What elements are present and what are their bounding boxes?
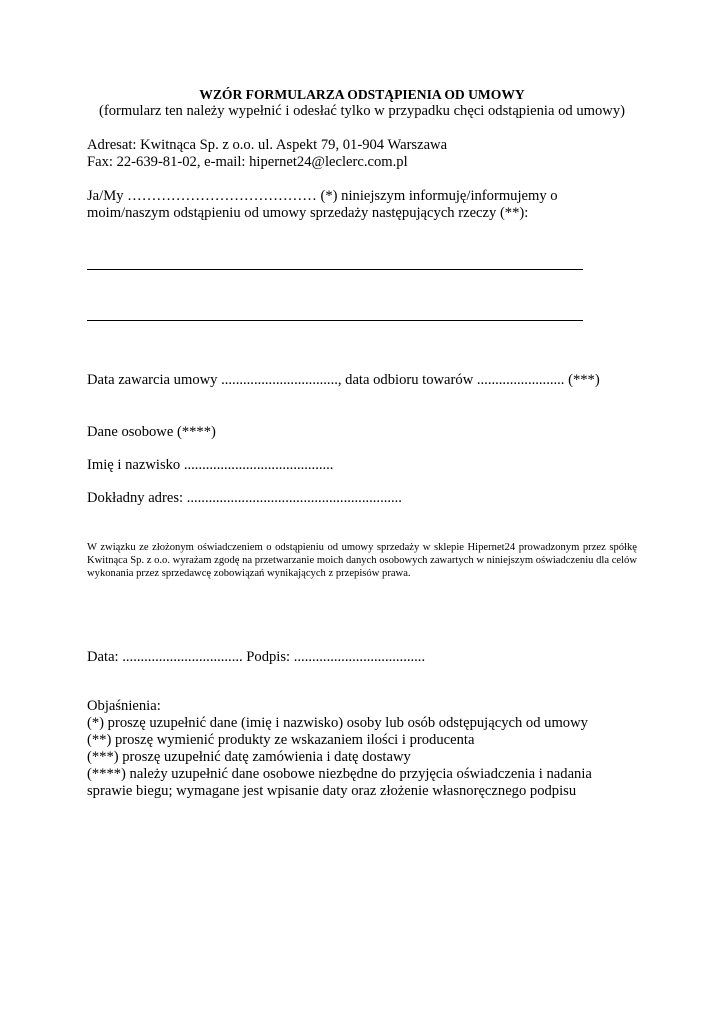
note-2: (**) proszę wymienić produkty ze wskazaniem ilości i producenta bbox=[87, 732, 475, 748]
consent-paragraph: W związku ze złożonym oświadczeniem o odstąpieniu od umowy sprzedaży w sklepie Hipernet24 prowadzonym przez spółkę Kwitnąca Sp. z o.o. wyrażam zgodę na przetwarzanie moich danych osobowych zawartych w niniejszym oświadczeniu dla celów wykonania przez sprzedawcę zobowiązań wynikających z przepisów prawa. bbox=[87, 542, 637, 580]
note-3: (***) proszę uzupełnić datę zamówienia i datę dostawy bbox=[87, 749, 411, 765]
note-4-line-2: sprawie biegu; wymagane jest wpisanie daty oraz złożenie własnoręcznego podpisu bbox=[87, 783, 577, 799]
form-subtitle: (formularz ten należy wypełnić i odesłać tylko w przypadku chęci odstąpienia od umowy) bbox=[98, 103, 625, 119]
address-field[interactable]: Dokładny adres: ........................................................... bbox=[87, 490, 402, 506]
date-signature-line[interactable]: Data: ................................. Podpis: .................................... bbox=[87, 649, 426, 665]
full-name-field[interactable]: Imię i nazwisko ......................................... bbox=[87, 457, 334, 473]
addressee-line: Adresat: Kwitnąca Sp. z o.o. ul. Aspekt 79, 01-904 Warszawa bbox=[87, 137, 448, 153]
items-entry-line-1[interactable] bbox=[87, 269, 583, 270]
note-1: (*) proszę uzupełnić dane (imię i nazwisko) osoby lub osób odstępujących od umowy bbox=[87, 715, 588, 731]
personal-data-heading: Dane osobowe (****) bbox=[87, 424, 216, 440]
declaration-line-2: moim/naszym odstąpieniu od umowy sprzedaży następujących rzeczy (**): bbox=[87, 205, 529, 221]
contract-dates-line[interactable]: Data zawarcia umowy ................................, data odbioru towarów ........................ (***) bbox=[87, 372, 600, 388]
form-title: WZÓR FORMULARZA ODSTĄPIENIA OD UMOWY bbox=[199, 87, 525, 102]
note-4-line-1: (****) należy uzupełnić dane osobowe niezbędne do przyjęcia oświadczenia i nadania bbox=[87, 766, 592, 782]
declaration-line-1: Ja/My ………………………………… (*) niniejszym informuję/informujemy o bbox=[87, 188, 558, 204]
items-entry-line-2[interactable] bbox=[87, 320, 583, 321]
notes-heading: Objaśnienia: bbox=[87, 698, 161, 714]
contact-line: Fax: 22-639-81-02, e-mail: hipernet24@leclerc.com.pl bbox=[87, 154, 408, 170]
